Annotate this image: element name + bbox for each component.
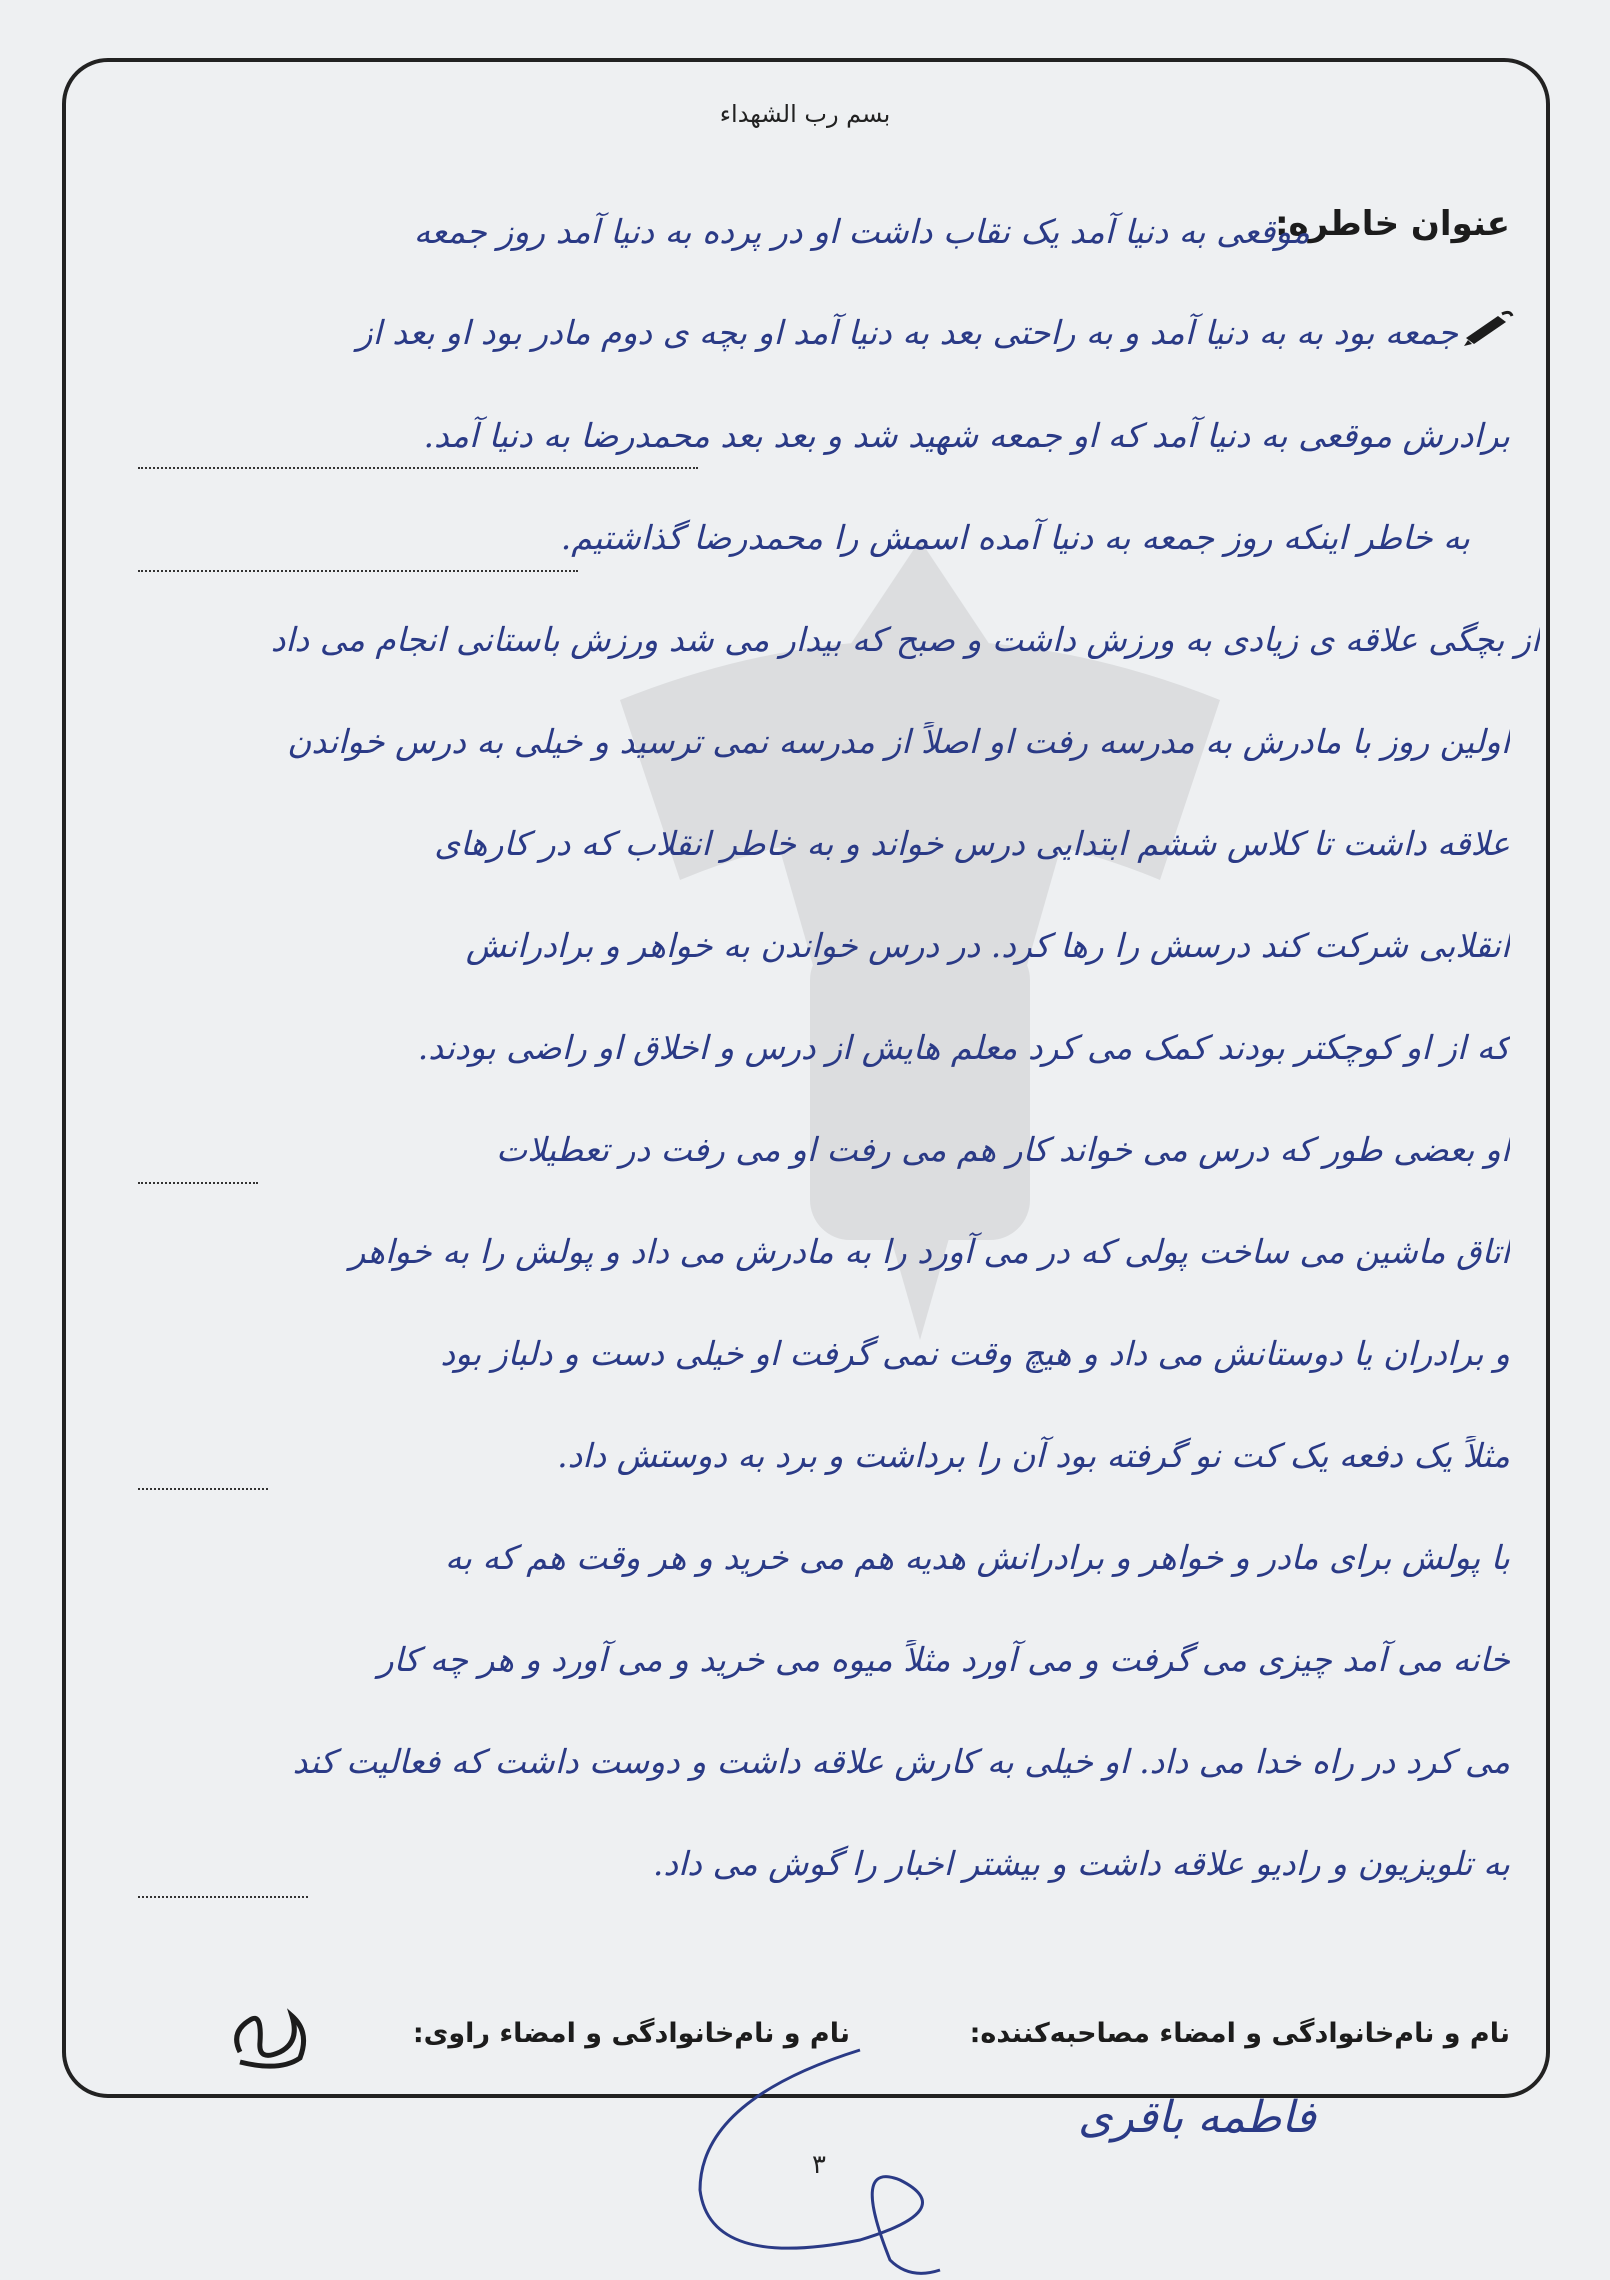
memoir-line-4: از بچگی علاقه ی زیادی به ورزش داشت و صبح که بیدار می شد ورزش باستانی انجام می داد [270,620,1540,659]
memoir-line-9: او بعضی طور که درس می خواند کار هم می رفت او می رفت در تعطیلات [496,1130,1510,1169]
dotted-line-filler [138,1488,268,1490]
memoir-line-14: خانه می آمد چیزی می گرفت و می آورد مثلاً میوه می خرید و می آورد و هر چه کار [377,1640,1510,1679]
memoir-line-7: انقلابی شرکت کند درسش را رها کرد. در درس خواندن به خواهر و برادرانش [465,926,1510,965]
memoir-line-11: و برادران یا دوستانش می داد و هیچ وقت نمی گرفت او خیلی دست و دلباز بود [440,1334,1510,1373]
memoir-line-5: اولین روز با مادرش به مدرسه رفت او اصلاً از مدرسه نمی ترسید و خیلی به درس خواندن [287,722,1510,761]
memoir-line-15: می کرد در راه خدا می داد. او خیلی به کارش علاقه داشت و دوست داشت که فعالیت کند [292,1742,1510,1781]
dotted-line-filler [138,1896,308,1898]
page-number: ۳ [812,2150,826,2180]
memoir-title-label: عنوان خاطره: [1274,204,1510,244]
memoir-title-text: موقعی به دنیا آمد یک نقاب داشت او در پرده به دنیا آمد روز جمعه [413,212,1310,251]
memoir-line-13: با پولش برای مادر و خواهر و برادرانش هدیه هم می خرید و هر وقت هم که به [445,1538,1510,1577]
memoir-line-16: به تلویزیون و رادیو علاقه داشت و بیشتر اخبار را گوش می داد. [652,1844,1510,1883]
interviewer-signature-name: فاطمه باقری [1078,2092,1316,2143]
pen-icon [1462,308,1514,348]
page-frame [62,58,1550,2098]
interviewer-label: نام و نام‌خانوادگی و امضاء مصاحبه‌کننده: [969,2018,1510,2049]
memoir-line-12: مثلاً یک دفعه یک کت نو گرفته بود آن را برداشت و برد به دوستش داد. [557,1436,1510,1475]
memoir-line-10: اتاق ماشین می ساخت پولی که در می آورد را به مادرش می داد و پولش را به خواهر [349,1232,1510,1271]
memoir-line-3: به خاطر اینکه روز جمعه به دنیا آمده اسمش را محمدرضا گذاشتیم. [560,518,1470,557]
narrator-signature-icon [220,2002,320,2072]
memoir-line-1: جمعه بود به به دنیا آمد و به راحتی بعد به دنیا آمد او بچه ی دوم مادر بود او بعد از [356,313,1458,352]
interviewer-signature-icon [640,2040,1060,2280]
memoir-line-6: علاقه داشت تا کلاس ششم ابتدایی درس خواند و به خاطر انقلاب که در کارهای [434,824,1510,863]
dotted-line-filler [138,570,578,572]
narrator-label: نام و نام‌خانوادگی و امضاء راوی: [412,2018,850,2049]
memoir-line-8: که از او کوچکتر بودند کمک می کرد معلم هایش از درس و اخلاق او راضی بودند. [417,1028,1510,1067]
page-header-basmala: بسم رب الشهداء [719,100,891,128]
memoir-line-2: برادرش موقعی به دنیا آمد که او جمعه شهید شد و بعد بعد محمدرضا به دنیا آمد. [423,416,1510,455]
dotted-line-filler [138,1182,258,1184]
dotted-line-filler [138,467,698,469]
